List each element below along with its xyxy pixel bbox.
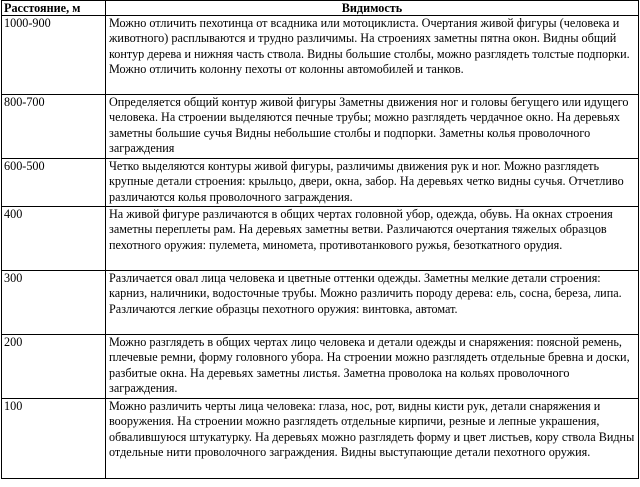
- distance-cell: 800-700: [2, 95, 106, 159]
- table-row: [2, 159, 639, 207]
- distance-cell: 400: [2, 207, 106, 271]
- table-row: [2, 335, 639, 399]
- table-row: [2, 271, 639, 335]
- distance-cell: 1000-900: [2, 16, 106, 95]
- distance-cell: 600-500: [2, 159, 106, 207]
- table-row: [2, 207, 639, 271]
- visibility-cell: Можно различить черты лица человека: глаза, нос, рот, видны кисти рук, детали снаряжения и вооружения. На строении можно разглядеть отдельные кирпичи, резные и лепные украшения, обвалившуюся штукатурку. На деревьях можно разглядеть форму и цвет листьев, кору ствола Видны отдельные нити проволочного заграждения. Видны выступающие детали пехотного оружия.: [106, 399, 639, 479]
- table-row: [2, 399, 639, 479]
- visibility-table: [1, 0, 639, 479]
- visibility-cell: Различается овал лица человека и цветные оттенки одежды. Заметны мелкие детали строения: карниз, наличники, водосточные трубы. Можно различить породу дерева: ель, сосна, береза, липа. Различаются легкие образцы пехотного оружия: винтовка, автомат.: [106, 271, 639, 335]
- visibility-cell: Можно разглядеть в общих чертах лицо человека и детали одежды и снаряжения: поясной ремень, плечевые ремни, форму головного убора. На строении можно разглядеть отдельные бревна и доски, разбитые окна. На деревьях заметны листья. Заметна проволока на кольях проволочного заграждения.: [106, 335, 639, 399]
- table-row: [2, 95, 639, 159]
- visibility-cell: На живой фигуре различаются в общих чертах головной убор, одежда, обувь. На окнах строения заметны переплеты рам. На деревьях заметны ветви. Различаются очертания тяжелых образцов пехотного оружия: пулемета, миномета, противотанкового ружья, безоткатного орудия.: [106, 207, 639, 271]
- header-row: [2, 1, 639, 16]
- distance-cell: 100: [2, 399, 106, 479]
- distance-cell: 300: [2, 271, 106, 335]
- visibility-cell: Определяется общий контур живой фигуры Заметны движения ног и головы бегущего или идущего человека. На строении выделяются печные трубы; можно разглядеть чердачное окно. На деревьях заметны большие сучья Видны небольшие столбы и подпорки. Заметны колья проволочного заграждения: [106, 95, 639, 159]
- table-row: [2, 16, 639, 95]
- visibility-cell: Можно отличить пехотинца от всадника или мотоциклиста. Очертания живой фигуры (человека и животного) расплываются и трудно различимы. На строениях заметны пятна окон. Видны общий контур дерева и нижняя часть ствола. Видны большие столбы, можно разглядеть толстые подпорки. Можно отличить колонну пехоты от колонны автомобилей и танков.: [106, 16, 639, 95]
- header-distance: Расстояние, м: [2, 1, 106, 16]
- visibility-cell: Четко выделяются контуры живой фигуры, различимы движения рук и ног. Можно разглядеть крупные детали строения: крыльцо, двери, окна, забор. На деревьях четко видны сучья. Отчетливо различаются колья проволочного заграждения.: [106, 159, 639, 207]
- distance-cell: 200: [2, 335, 106, 399]
- header-visibility: Видимость: [106, 1, 639, 16]
